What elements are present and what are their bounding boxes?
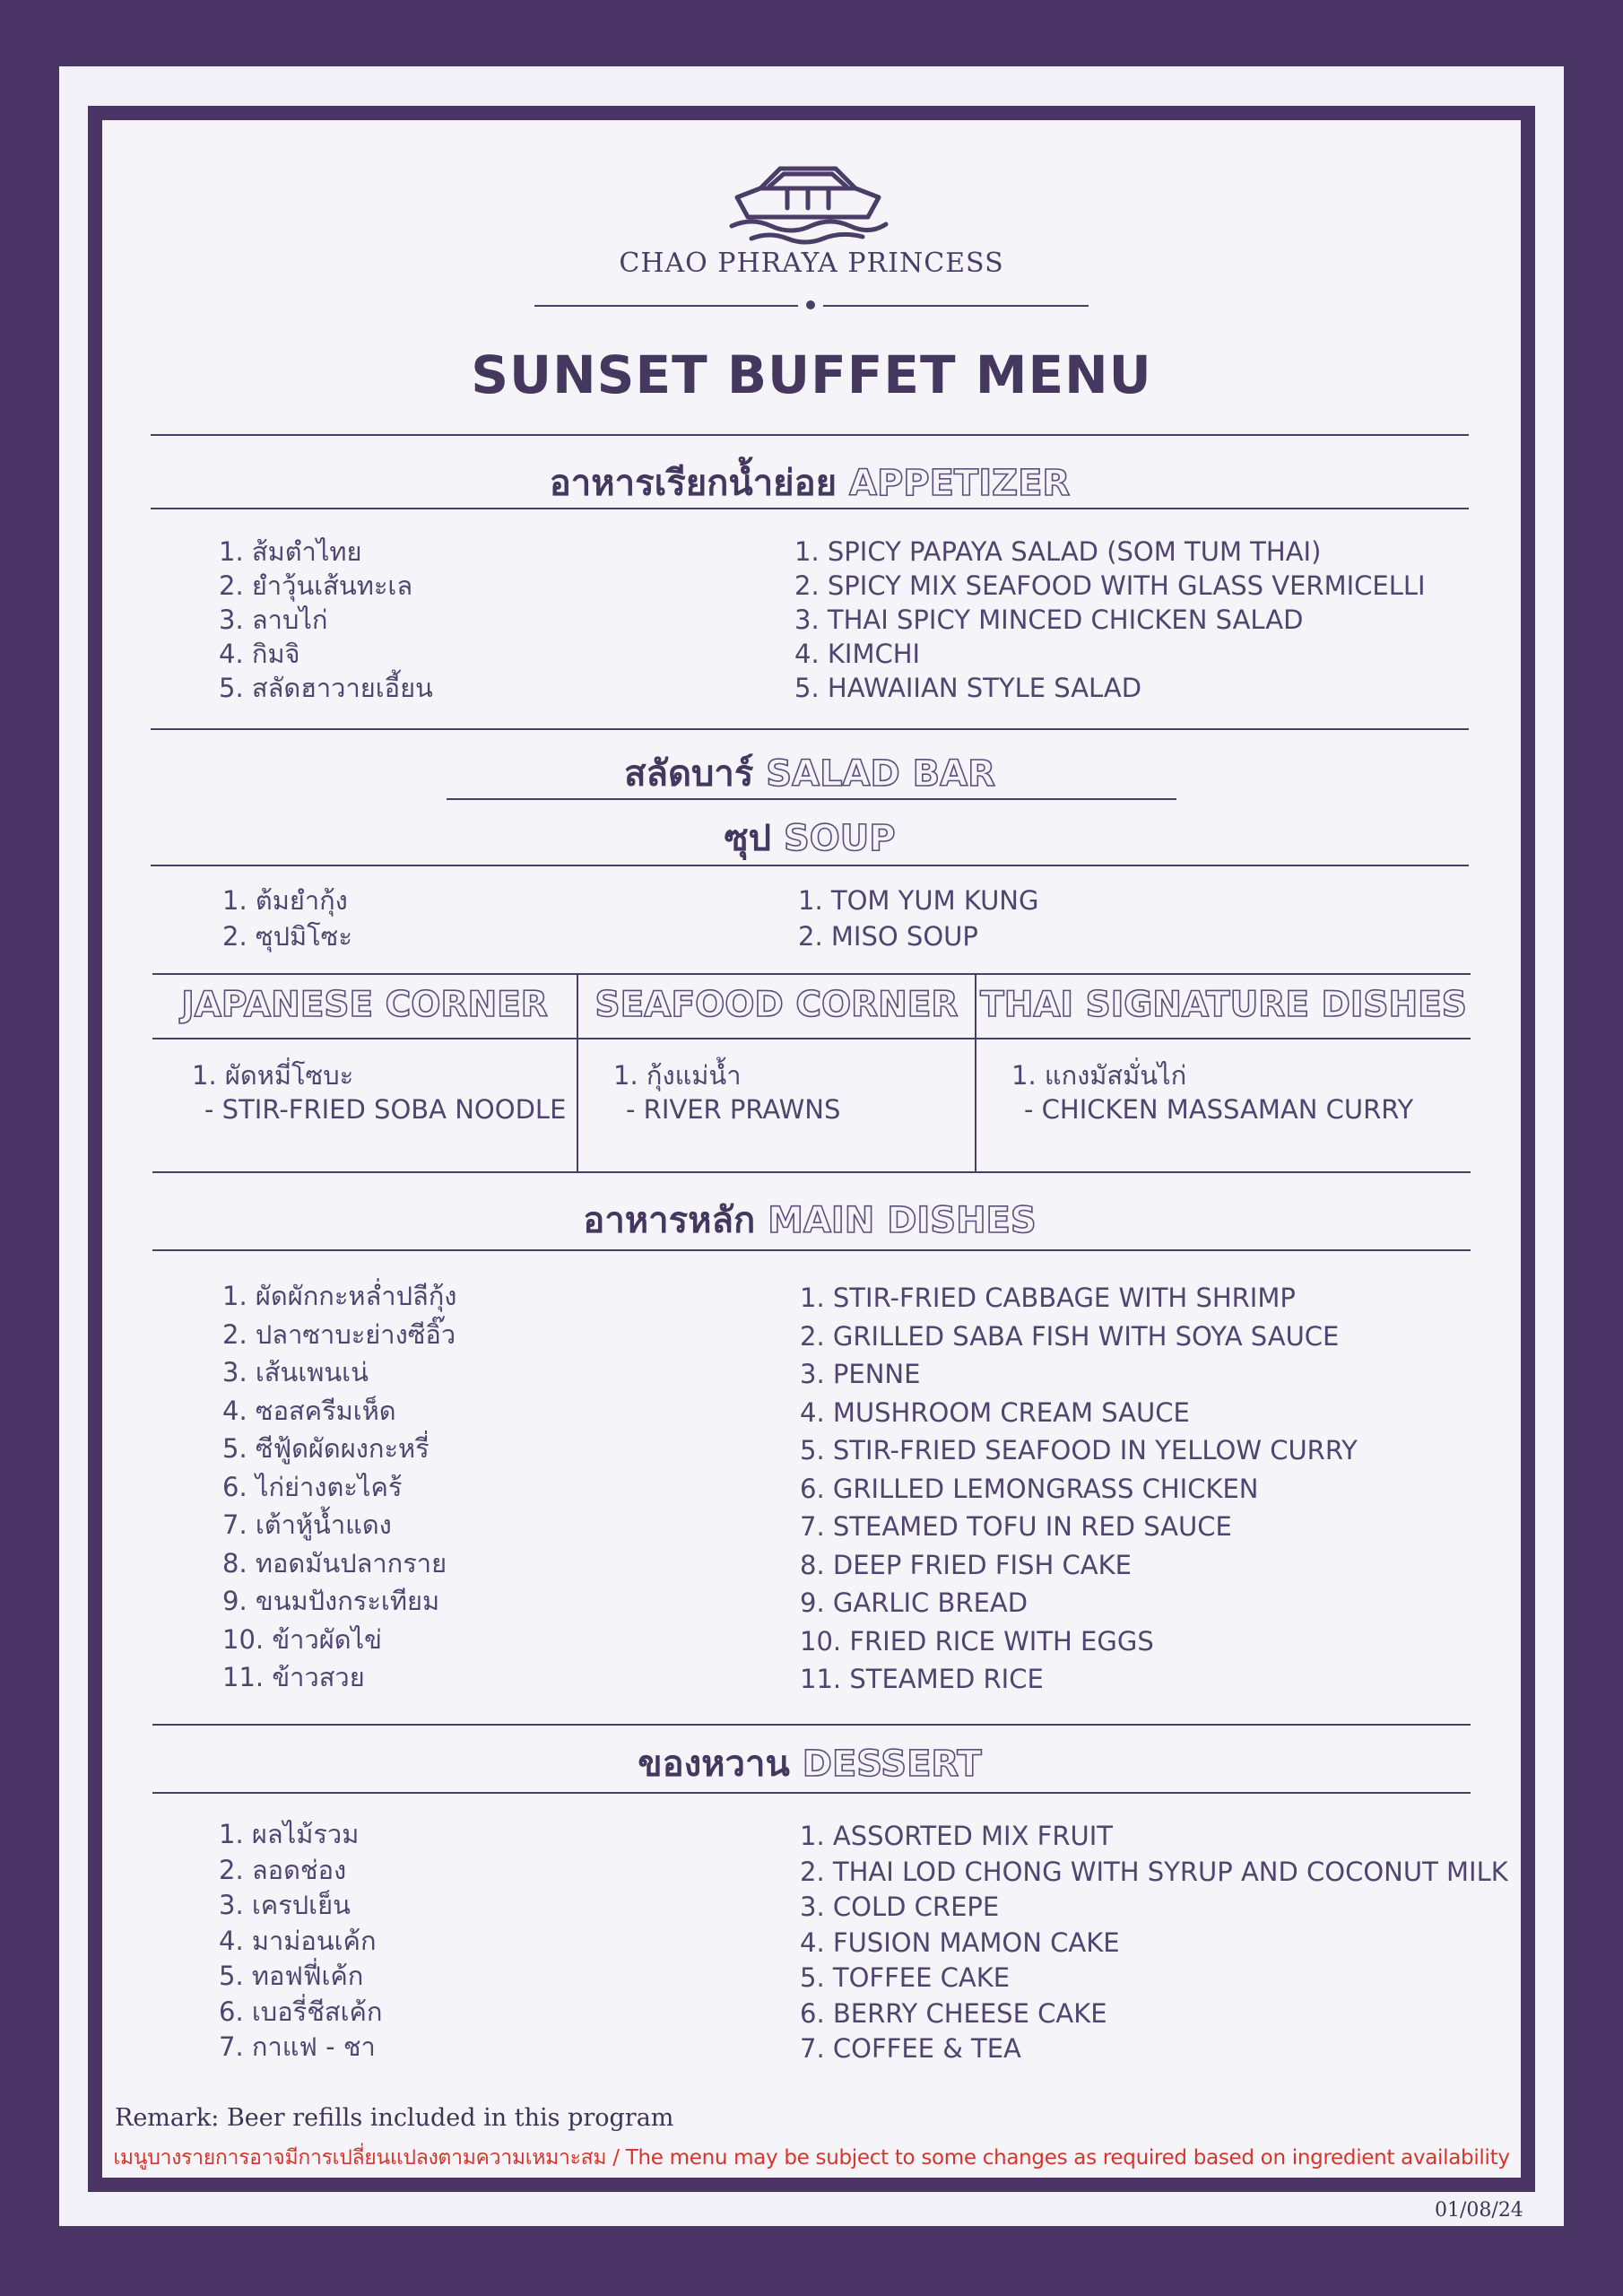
thai-signature-heading: THAI SIGNATURE DISHES	[980, 985, 1467, 1025]
list-item: 6. ไก่ย่างตะไคร้	[222, 1471, 403, 1502]
list-item: - RIVER PRAWNS	[626, 1094, 841, 1125]
menu-title: SUNSET BUFFET MENU	[471, 344, 1152, 405]
list-item: 4. MUSHROOM CREAM SAUCE	[800, 1396, 1190, 1428]
list-item: 2. GRILLED SABA FISH WITH SOYA SAUCE	[800, 1320, 1340, 1352]
divider	[152, 1792, 1471, 1794]
main-dishes-list-thai	[222, 1277, 456, 1697]
menu-date: 01/08/24	[1435, 2199, 1523, 2222]
list-item: 3. เครปเย็น	[219, 1890, 351, 1920]
seafood-corner-heading: SEAFOOD CORNER	[595, 985, 959, 1025]
list-item: 7. STEAMED TOFU IN RED SAUCE	[800, 1511, 1232, 1542]
list-item: 7. เต้าหู้น้ำแดง	[222, 1509, 392, 1540]
divider	[152, 1724, 1471, 1726]
ornament-dot	[806, 300, 815, 309]
japanese-corner-heading: JAPANESE CORNER	[181, 985, 548, 1025]
list-item: 2. MISO SOUP	[798, 921, 978, 952]
soup-list-eng	[798, 883, 1038, 954]
list-item: 2. SPICY MIX SEAFOOD WITH GLASS VERMICELLI	[794, 570, 1426, 601]
list-item: 1. กุ้งแม่น้ำ	[613, 1060, 742, 1091]
list-item: 4. ซอสครีมเห็ด	[222, 1395, 396, 1426]
list-item: - CHICKEN MASSAMAN CURRY	[1024, 1094, 1414, 1125]
list-item: 4. KIMCHI	[794, 639, 921, 669]
list-item: 2. ปลาซาบะย่างซีอิ๊ว	[222, 1318, 456, 1350]
divider	[151, 728, 1469, 730]
section-heading-main-dishes	[151, 1191, 1469, 1248]
section-heading-salad-bar	[151, 744, 1469, 802]
heading-eng: APPETIZER	[849, 463, 1071, 504]
list-item: 4. กิมจิ	[219, 639, 300, 669]
list-item: 2. ยำวุ้นเส้นทะเล	[219, 570, 413, 601]
remark-text: Remark: Beer refills included in this program	[115, 2104, 674, 2132]
list-item: 1. SPICY PAPAYA SALAD (SOM TUM THAI)	[794, 536, 1322, 567]
seafood-corner-items	[613, 1058, 840, 1126]
list-item: 8. ทอดมันปลากราย	[222, 1547, 447, 1578]
section-heading-dessert	[151, 1735, 1469, 1792]
divider	[151, 508, 1469, 509]
list-item: 3. PENNE	[800, 1359, 921, 1389]
appetizer-list-thai	[219, 535, 433, 705]
list-item: 5. ซีฟู้ดผัดผงกะหรี่	[222, 1433, 430, 1464]
list-item: 2. ลอดช่อง	[219, 1854, 347, 1885]
list-item: 1. ASSORTED MIX FRUIT	[800, 1821, 1113, 1851]
divider	[151, 434, 1469, 436]
list-item: 1. STIR-FRIED CABBAGE WITH SHRIMP	[800, 1283, 1296, 1313]
heading-eng: MAIN DISHES	[768, 1200, 1037, 1241]
dessert-list-eng	[800, 1819, 1508, 2067]
heading-thai: อาหารเรียกน้ำย่อย	[549, 463, 838, 504]
brand-name: CHAO PHRAYA PRINCESS	[619, 248, 1004, 279]
japanese-corner-items	[192, 1058, 566, 1126]
dessert-list-thai	[219, 1817, 382, 2066]
list-item: 6. GRILLED LEMONGRASS CHICKEN	[800, 1473, 1259, 1504]
heading-eng: SOUP	[783, 818, 896, 859]
list-item: 1. ต้มยำกุ้ง	[222, 885, 348, 916]
list-item: 11. STEAMED RICE	[800, 1664, 1044, 1694]
divider	[152, 1171, 1471, 1173]
list-item: 2. THAI LOD CHONG WITH SYRUP AND COCONUT MILK	[800, 1856, 1508, 1887]
list-item: 11. ข้าวสวย	[222, 1662, 365, 1692]
ornament-line-left	[534, 305, 798, 307]
list-item: 5. HAWAIIAN STYLE SALAD	[794, 673, 1142, 703]
appetizer-list-eng	[794, 535, 1426, 705]
list-item: 5. TOFFEE CAKE	[800, 1962, 1011, 1993]
divider	[152, 973, 1471, 975]
section-heading-appetizer	[151, 454, 1469, 511]
section-heading-soup	[151, 809, 1469, 866]
list-item: - STIR-FRIED SOBA NOODLE	[204, 1094, 567, 1125]
list-item: 1. ส้มตำไทย	[219, 536, 362, 567]
list-item: 1. แกงมัสมั่นไก่	[1011, 1060, 1187, 1091]
list-item: 9. ขนมปังกระเทียม	[222, 1586, 440, 1616]
list-item: 10. FRIED RICE WITH EGGS	[800, 1625, 1154, 1657]
list-item: 7. กาแฟ - ชา	[219, 2031, 376, 2062]
list-item: 3. COLD CREPE	[800, 1892, 1000, 1922]
list-item: 4. FUSION MAMON CAKE	[800, 1926, 1120, 1958]
list-item: 6. เบอรี่ชีสเค้ก	[219, 1996, 383, 2027]
list-item: 5. สลัดฮาวายเอี้ยน	[219, 673, 433, 703]
list-item: 3. ลาบไก่	[219, 604, 328, 635]
list-item: 4. มาม่อนเค้ก	[219, 1925, 377, 1956]
heading-thai: ของหวาน	[638, 1744, 790, 1785]
list-item: 1. ผัดผักกะหล่ำปลีกุ้ง	[222, 1281, 457, 1311]
list-item: 3. เส้นเพนเน่	[222, 1357, 369, 1387]
list-item: 7. COFFEE & TEA	[800, 2033, 1021, 2064]
heading-thai: อาหารหลัก	[583, 1200, 756, 1241]
list-item: 10. ข้าวผัดไข่	[222, 1623, 382, 1655]
list-item: 5. ทอฟฟี่เค้ก	[219, 1961, 364, 1991]
divider	[151, 865, 1469, 866]
heading-thai: สลัดบาร์	[624, 753, 754, 795]
boat-logo-icon	[725, 161, 891, 248]
ornament-line-right	[823, 305, 1089, 307]
list-item: 2. ซุปมิโซะ	[222, 921, 352, 952]
list-item: 3. THAI SPICY MINCED CHICKEN SALAD	[794, 604, 1304, 635]
divider	[152, 1249, 1471, 1251]
divider	[447, 798, 1176, 800]
divider	[152, 1038, 1471, 1039]
disclaimer-text: เมนูบางรายการอาจมีการเปลี่ยนแปลงตามความเหมาะสม / The menu may be subject to some changes as required based on ingredient availability	[113, 2146, 1510, 2170]
heading-eng: SALAD BAR	[766, 753, 995, 795]
heading-eng: DESSERT	[802, 1744, 982, 1785]
list-item: 1. ผลไม้รวม	[219, 1819, 360, 1849]
main-dishes-list-eng	[800, 1279, 1358, 1699]
list-item: 1. TOM YUM KUNG	[798, 885, 1039, 916]
list-item: 8. DEEP FRIED FISH CAKE	[800, 1549, 1132, 1580]
soup-list-thai	[222, 883, 352, 954]
heading-thai: ซุป	[724, 818, 771, 859]
list-item: 5. STIR-FRIED SEAFOOD IN YELLOW CURRY	[800, 1435, 1358, 1465]
thai-signature-items	[1011, 1058, 1413, 1126]
list-item: 9. GARLIC BREAD	[800, 1587, 1028, 1618]
list-item: 6. BERRY CHEESE CAKE	[800, 1997, 1107, 2029]
list-item: 1. ผัดหมี่โซบะ	[192, 1060, 354, 1091]
